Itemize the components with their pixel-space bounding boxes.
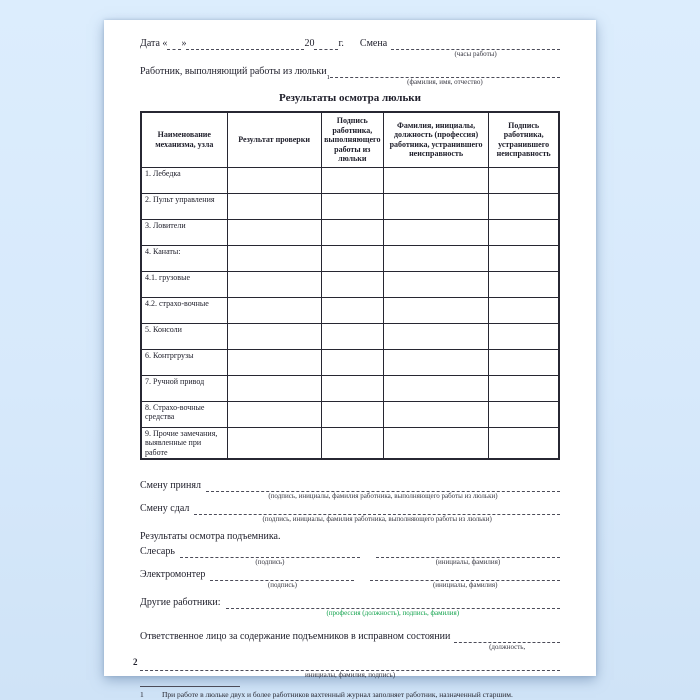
table-cell-empty	[321, 349, 383, 375]
responsible-label: Ответственное лицо за содержание подъемников в исправном состоянии	[140, 631, 451, 642]
table-cell-empty	[489, 375, 559, 401]
responsible-signature-blank-line	[140, 659, 560, 679]
table-cell-empty	[383, 401, 488, 427]
table-cell-empty	[227, 245, 321, 271]
table-row	[141, 219, 559, 245]
table-row	[141, 245, 559, 271]
table-cell-empty	[489, 323, 559, 349]
row-label-cell: 5. Консоли	[141, 323, 227, 349]
table-cell-empty	[383, 245, 488, 271]
table-cell-empty	[489, 245, 559, 271]
table-cell-empty	[321, 375, 383, 401]
mechanic-name-blank-line	[376, 546, 560, 566]
date-day-blank-line	[167, 38, 181, 50]
table-cell-empty	[383, 219, 488, 245]
table-cell-empty	[321, 323, 383, 349]
footnote	[140, 690, 560, 699]
table-cell-empty	[489, 167, 559, 193]
table-row	[141, 271, 559, 297]
table-cell-empty	[321, 297, 383, 323]
table-header-cell: Подпись работника, выполняющего работы из люльки	[321, 112, 383, 167]
table-header-cell: Наименование механизма, узла	[141, 112, 227, 167]
worker-label: Работник, выполняющий работы из люльки	[140, 66, 327, 77]
table-cell-empty	[489, 193, 559, 219]
mechanic-signature-caption: (подпись)	[255, 558, 285, 566]
electrician-name-caption: (инициалы, фамилия)	[432, 581, 498, 589]
shift-handed-caption: (подпись, инициалы, фамилия работника, выполняющего работы из люльки)	[262, 515, 492, 523]
table-header-cell: Подпись работника, устранившего неисправность	[489, 112, 559, 167]
table-cell-empty	[383, 375, 488, 401]
table-cell-empty	[383, 193, 488, 219]
row-label-cell: 7. Ручной привод	[141, 375, 227, 401]
inspection-table	[140, 111, 560, 460]
table-row	[141, 375, 559, 401]
table-header-cell: Результат проверки	[227, 112, 321, 167]
date-month-blank-line	[186, 38, 304, 50]
table-row	[141, 193, 559, 219]
document-page	[104, 20, 596, 699]
table-row	[141, 401, 559, 427]
shift-received-line	[140, 480, 560, 500]
table-cell-empty	[489, 271, 559, 297]
row-label-cell: 2. Пульт управления	[141, 193, 227, 219]
row-label-cell: 4.2. страхо-вочные	[141, 297, 227, 323]
electrician-signature-caption: (подпись)	[267, 581, 297, 589]
worker-name-blank-line	[330, 66, 560, 86]
date-label-prefix: Дата «	[140, 38, 168, 49]
shift-received-blank-line	[206, 480, 560, 500]
table-cell-empty	[321, 219, 383, 245]
hoist-results-heading: Результаты осмотра подъемника.	[140, 531, 281, 542]
table-cell-empty	[321, 245, 383, 271]
mechanic-name-caption: (инициалы, фамилия)	[435, 558, 501, 566]
worker-line: Работник, выполняющий работы из люльки 1 (фамилия, имя, отчество)	[140, 66, 560, 78]
shift-label: Смена	[359, 38, 388, 49]
electrician-line	[140, 569, 560, 589]
shift-handed-line	[140, 503, 560, 523]
table-cell-empty	[227, 167, 321, 193]
row-label-cell: 9. Прочие замечания, выявленные при работе	[141, 427, 227, 459]
date-year-blank-line	[314, 38, 338, 50]
responsible-person-line	[140, 631, 560, 651]
table-cell-empty	[383, 323, 488, 349]
date-quote-close: »	[181, 38, 187, 49]
electrician-label: Электромонтер	[140, 569, 206, 580]
shift-handed-label: Смену сдал	[140, 503, 190, 514]
row-label-cell: 6. Контргрузы	[141, 349, 227, 375]
table-cell-empty	[383, 167, 488, 193]
signature-full-line	[140, 659, 560, 679]
table-row	[141, 427, 559, 459]
table-cell-empty	[227, 349, 321, 375]
table-cell-empty	[227, 323, 321, 349]
table-cell-empty	[227, 375, 321, 401]
row-label-cell: 4.1. грузовые	[141, 271, 227, 297]
responsible-position-caption: (должность,	[489, 643, 526, 651]
table-cell-empty	[321, 401, 383, 427]
other-workers-blank-line	[226, 597, 560, 617]
row-label-cell: 8. Страхо-вочные средства	[141, 401, 227, 427]
table-cell-empty	[383, 349, 488, 375]
date-line	[140, 38, 560, 58]
table-cell-empty	[489, 349, 559, 375]
shift-received-label: Смену принял	[140, 480, 201, 491]
section-title: Результаты осмотра люльки	[279, 92, 421, 104]
electrician-signature-blank-line	[210, 569, 354, 589]
shift-hours-blank-line	[391, 38, 560, 58]
table-cell-empty	[383, 427, 488, 459]
mechanic-label: Слесарь	[140, 546, 175, 557]
shift-received-caption: (подпись, инициалы, фамилия работника, выполняющего работы из люльки)	[268, 492, 498, 500]
table-row	[141, 297, 559, 323]
other-workers-caption: (профессия (должность), подпись, фамилия)	[326, 609, 460, 617]
table-cell-empty	[227, 427, 321, 459]
table-cell-empty	[227, 193, 321, 219]
table-cell-empty	[383, 297, 488, 323]
table-cell-empty	[321, 427, 383, 459]
footnote-separator	[140, 686, 240, 687]
mechanic-line	[140, 546, 560, 566]
shift-handed-blank-line	[194, 503, 560, 523]
table-cell-empty	[321, 193, 383, 219]
mechanic-signature-blank-line	[180, 546, 360, 566]
electrician-name-blank-line	[370, 569, 560, 589]
table-cell-empty	[321, 167, 383, 193]
page-number: 2	[133, 657, 138, 667]
responsible-signature-caption: инициалы, фамилия, подпись)	[304, 671, 396, 679]
table-header-row	[141, 112, 559, 167]
table-cell-empty	[227, 401, 321, 427]
footnote-text: При работе в люльке двух и более работников вахтенный журнал заполняет работник, назначенный старшим.	[162, 690, 513, 699]
table-row	[141, 349, 559, 375]
table-row	[141, 323, 559, 349]
table-cell-empty	[489, 219, 559, 245]
table-header-cell: Фамилия, инициалы, должность (профессия) работника, устранившего неисправность	[383, 112, 488, 167]
date-year-suffix: г.	[338, 38, 344, 49]
table-cell-empty	[227, 219, 321, 245]
date-year-prefix: 20	[304, 38, 315, 49]
worker-name-caption: (фамилия, имя, отчество)	[407, 78, 483, 86]
shift-hours-caption: (часы работы)	[454, 50, 497, 58]
table-cell-empty	[383, 271, 488, 297]
table-cell-empty	[489, 427, 559, 459]
footnote-marker: 1	[140, 690, 144, 699]
other-workers-line	[140, 597, 560, 617]
table-cell-empty	[227, 271, 321, 297]
row-label-cell: 1. Лебедка	[141, 167, 227, 193]
row-label-cell: 3. Ловители	[141, 219, 227, 245]
table-cell-empty	[489, 401, 559, 427]
table-cell-empty	[489, 297, 559, 323]
table-cell-empty	[227, 297, 321, 323]
table-row	[141, 167, 559, 193]
table-cell-empty	[321, 271, 383, 297]
other-workers-label: Другие работники:	[140, 597, 221, 608]
responsible-position-blank-line	[454, 631, 560, 651]
row-label-cell: 4. Канаты:	[141, 245, 227, 271]
